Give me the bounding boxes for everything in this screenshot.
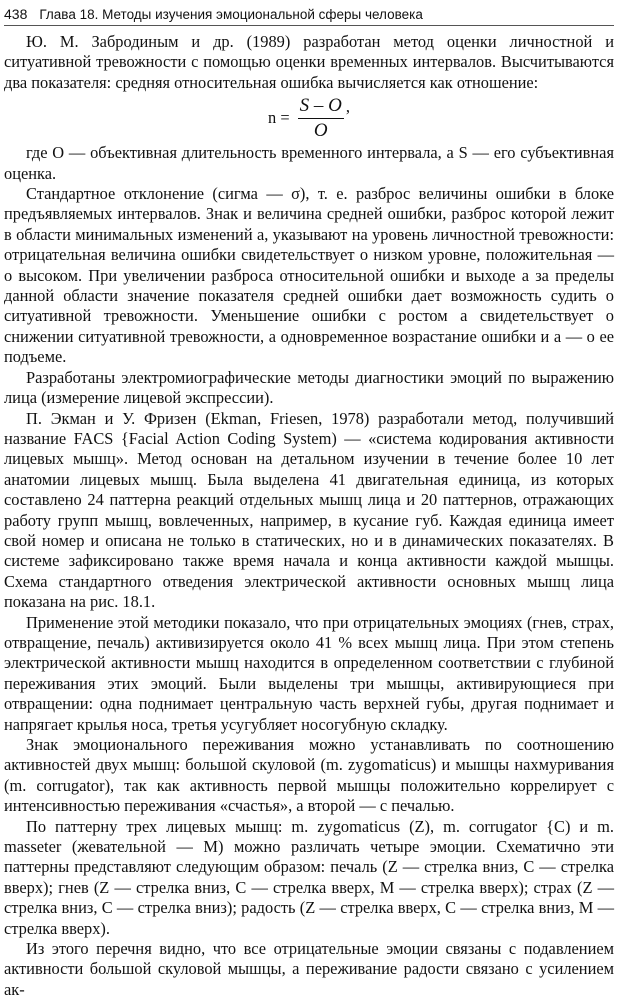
paragraph: П. Экман и У. Фризен (Ekman, Friesen, 1978) разработали метод, получивший название FACS {Facial Action Coding System) — «система кодирования активности лицевых мышц». Метод основан на детальном изучении в течение более 10 лет анатомии лицевых мышц. Была выделена 41 двигательная единица, из которых составлено 24 паттерна реакций отдельных мышц лица и 20 паттернов, отражающих работу групп мышц, вовлеченных, например, в кусание губ. Каждая единица имеет свой номер и описана не только в статических, но и в динамических показателях. В системе зафиксировано также время начала и конца активности каждой мышцы. Схема стандартного отведения электрической активности основных мышц лица показана на рис. 18.1. [4, 408, 614, 612]
paragraph: Ю. М. Забродиным и др. (1989) разработан метод оценки личностной и ситуативной тревожности с помощью оценки временных интервалов. Высчитываются два показателя: средняя относительная ошибка вычисляется как отношение: [4, 32, 614, 92]
page-body [4, 32, 614, 999]
formula-lhs: n = [268, 108, 290, 128]
paragraph: где O — объективная длительность временного интервала, а S — его субъективная оценка. [4, 143, 614, 183]
paragraph: По паттерну трех лицевых мышц: m. zygomaticus (Z), m. corrugator {С) и m. masseter (жевательной — M) можно различать четыре эмоции. Схематично эти паттерны представляют следующим образом: печаль (Z — стрелка вниз, C — стрелка вверх); гнев (Z — стрелка вниз, C — стрелка вверх, M — стрелка вверх); страх (Z — стрелка вниз, C — стрелка вниз); радость (Z — стрелка вверх, C — стрелка вниз, M — стрелка вверх). [4, 816, 614, 938]
paragraph-continued: Из этого перечня видно, что все отрицательные эмоции связаны с подавлением активности большой скуловой мышцы, а переживание радости связано с усилением ак- [4, 939, 614, 999]
paragraph: Знак эмоционального переживания можно устанавливать по соотношению активностей двух мышц: большой скуловой (m. zygomaticus) и мышцы нахмуривания (m. corrugator), так как активность первой мышцы положительно коррелирует с интенсивностью переживания «счастья», а второй — с печалью. [4, 735, 614, 816]
page-number: 438 [4, 6, 28, 22]
formula-comma: , [345, 97, 350, 117]
error-formula [4, 93, 614, 143]
paragraph: Разработаны электромиографические методы диагностики эмоций по выражению лица (измерение лицевой экспрессии). [4, 367, 614, 408]
fraction-denominator: O [313, 119, 328, 141]
fraction-numerator: S – O [298, 95, 344, 119]
fraction [298, 95, 344, 142]
paragraph: Применение этой методики показало, что при отрицательных эмоциях (гнев, страх, отвращение, печаль) активизируется около 41 % всех мышц лица. При этом степень электрической активности мышц находится в определенном соответствии с глубиной переживания этих эмоций. Были выделены три мышцы, активирующиеся при отвращении: одна поднимает центральную часть верхней губы, другая поднимает и напрягает крылья носа, третья усугубляет носогубную складку. [4, 612, 614, 734]
running-header [4, 6, 614, 26]
paragraph: Стандартное отклонение (сигма — σ), т. е. разброс величины ошибки в блоке предъявляемых интервалов. Знак и величина средней ошибки, разброс которой лежит в области минимальных изменений a, указывают на уровень личностной тревожности: отрицательная величина ошибки свидетельствует о низком уровне, положительная — о высоком. При увеличении разброса относительной ошибки и выходе а за пределы данной области значение показателя средней ошибки дает возможность судить о ситуативной тревожности. Уменьшение ошибки с ростом a свидетельствует о снижении ситуативной тревожности, а одновременное возрастание ошибки и a — о ее подъеме. [4, 184, 614, 367]
chapter-title: Глава 18. Методы изучения эмоциональной сферы человека [39, 7, 423, 22]
